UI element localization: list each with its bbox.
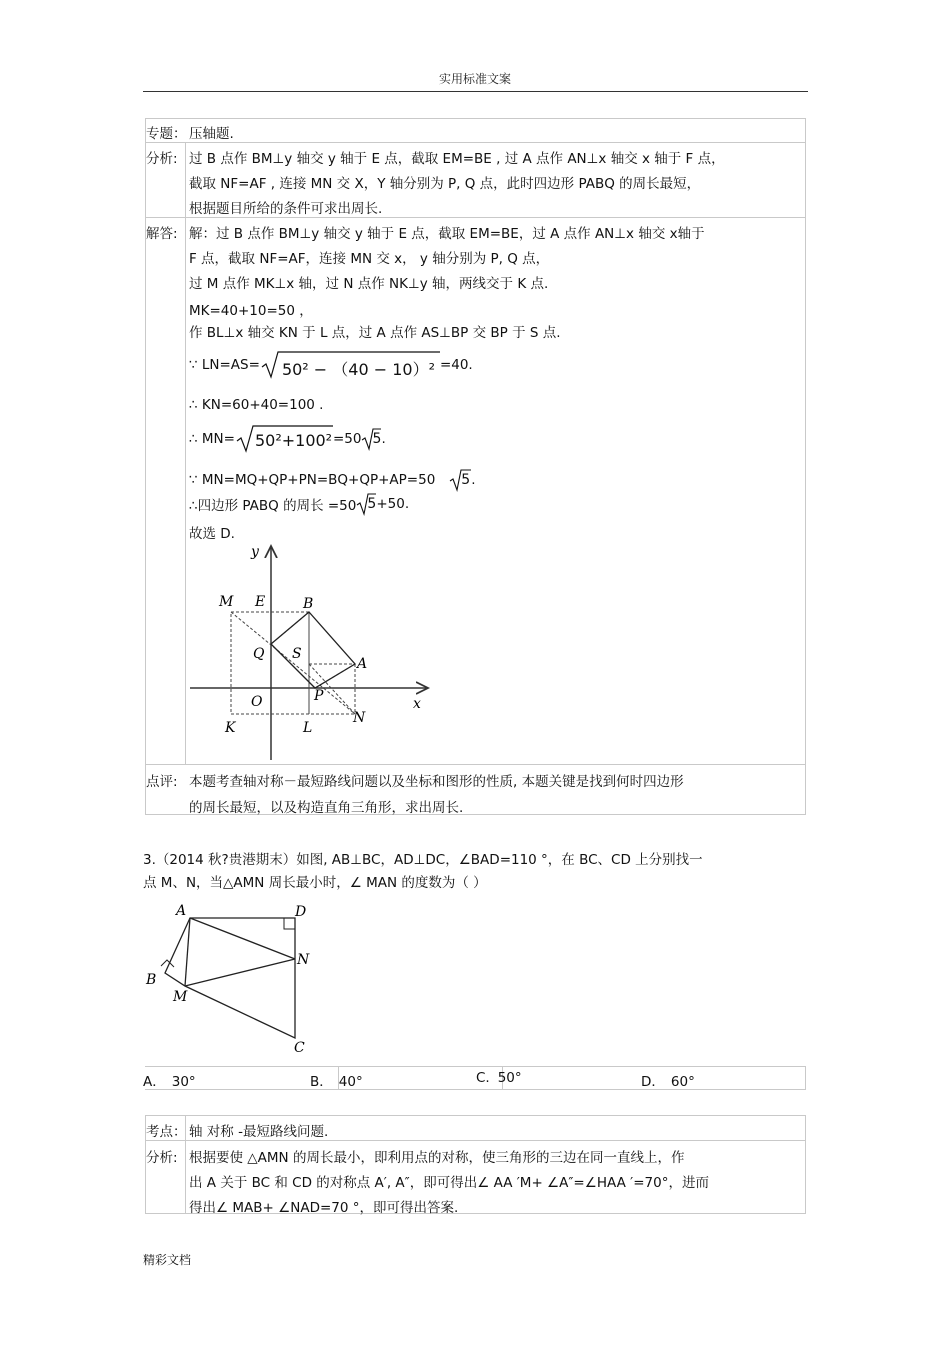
equation-text: +50.	[376, 496, 410, 512]
equation-ln-as	[189, 350, 473, 380]
topic-text: 压轴题.	[189, 126, 234, 142]
label-e: E	[255, 594, 266, 610]
coordinate-figure	[185, 538, 445, 763]
analysis-line: 过 B 点作 BM⊥y 轴交 y 轴于 E 点，截取 EM=BE , 过 A 点作 AN⊥x 轴交 x 轴于 F 点，	[189, 151, 725, 167]
option-d[interactable]	[641, 1070, 695, 1090]
option-key: A．	[143, 1074, 166, 1090]
comment-line: 本题考查轴对称－最短路线问题以及坐标和图形的性质, 本题关键是找到何时四边形	[189, 774, 684, 790]
analysis-3-line: 出 A 关于 BC 和 CD 的对称点 A′, A″，即可得出∠ AA ′M+ ∠A″=∠HAA ′=70°，进而	[189, 1175, 709, 1191]
label-c: C	[294, 1040, 305, 1056]
option-key: B．	[310, 1074, 333, 1090]
radicand: 50² − （40 − 10）²	[281, 360, 436, 379]
analysis-line: 截取 NF=AF , 连接 MN 交 X，Y 轴分别为 P, Q 点，此时四边形 PABQ 的周长最短，	[189, 176, 701, 192]
analysis-3-line: 得出∠ MAB+ ∠NAD=70 °，即可得出答案.	[189, 1200, 459, 1216]
label-k: K	[225, 720, 236, 736]
analysis-line: 根据题目所给的条件可求出周长.	[189, 201, 383, 217]
radicand: 50²+100²	[254, 431, 333, 450]
radicand: 5	[461, 472, 471, 488]
comment-label: 点评:	[146, 774, 178, 790]
comment-line: 的周长最短，以及构造直角三角形，求出周长.	[189, 800, 464, 816]
label-o: O	[251, 694, 263, 710]
equation-text: ∴ MN=	[189, 431, 235, 447]
answer-line: 解：过 B 点作 BM⊥y 轴交 y 轴于 E 点，截取 EM=BE，过 A 点作 AN⊥x 轴交 x轴于	[189, 226, 705, 242]
label-n: N	[297, 952, 310, 968]
answer-line: MK=40+10=50 ，	[189, 303, 313, 319]
sqrt-symbol	[260, 350, 440, 380]
equation-text: =50	[332, 431, 362, 447]
equation-mn	[189, 424, 386, 454]
label-n: N	[353, 710, 366, 726]
option-value: 50°	[497, 1070, 522, 1086]
options-border	[145, 1089, 806, 1090]
rectangle-mkl	[231, 612, 309, 714]
label-b: B	[146, 972, 157, 988]
equation-text: ∵ MN=MQ+QP+PN=BQ+QP+AP=50	[189, 472, 436, 488]
label-q: Q	[253, 646, 265, 662]
row-divider	[145, 142, 806, 143]
equation-perimeter-sum	[189, 468, 476, 492]
side-an	[190, 918, 295, 959]
header-divider	[143, 91, 808, 92]
options-border	[145, 1066, 806, 1067]
quadrilateral-figure	[140, 898, 320, 1058]
label-y: y	[251, 544, 259, 560]
equation-perimeter-result	[189, 492, 409, 516]
row-divider	[145, 217, 806, 218]
page-footer: 精彩文档	[143, 1253, 192, 1267]
label-a: A	[176, 903, 187, 919]
sqrt-symbol	[361, 427, 381, 451]
label-m: M	[173, 989, 188, 1005]
row-divider	[145, 1140, 806, 1141]
label-l: L	[303, 720, 313, 736]
label-d: D	[295, 904, 307, 920]
right-angle-d	[284, 918, 295, 929]
topic-label: 专题：	[146, 126, 187, 142]
option-c[interactable]	[476, 1070, 522, 1086]
side-mn	[185, 959, 295, 986]
option-key: D．	[641, 1074, 665, 1090]
answer-label: 解答:	[146, 226, 178, 242]
question-3-line: 点 M、N，当△AMN 周长最小时，∠ MAN 的度数为（ ）	[143, 875, 487, 891]
label-s: S	[292, 646, 302, 662]
answer-line: F 点，截取 NF=AF，连接 MN 交 x， y 轴分别为 P, Q 点，	[189, 251, 550, 267]
answer-choice: 故选 D.	[189, 526, 235, 542]
equation-text: .	[381, 431, 386, 447]
analysis-3-line: 根据要使 △AMN 的周长最小，即利用点的对称，使三角形的三边在同一直线上，作	[189, 1150, 685, 1166]
analysis-3-label: 分析:	[146, 1150, 178, 1166]
option-value: 40°	[338, 1074, 363, 1090]
option-value: 60°	[670, 1074, 695, 1090]
label-x: x	[413, 696, 421, 712]
answer-line: 过 M 点作 MK⊥x 轴，过 N 点作 NK⊥y 轴，两线交于 K 点.	[189, 276, 549, 292]
radicand: 5	[367, 496, 377, 512]
equation-text: .	[471, 472, 476, 488]
quadrilateral-abcd	[165, 918, 295, 1038]
sqrt-symbol	[235, 424, 333, 454]
column-divider	[185, 142, 186, 217]
question-3-line: 3.（2014 秋?贵港期末）如图, AB⊥BC，AD⊥DC，∠BAD=110 °，在 BC、CD 上分别找一	[143, 852, 703, 868]
label-a: A	[357, 656, 368, 672]
radicand: 5	[372, 431, 382, 447]
equation-kn: ∴ KN=60+40=100 .	[189, 397, 324, 413]
sqrt-symbol	[356, 492, 376, 516]
option-b[interactable]	[310, 1070, 363, 1090]
equation-text: ∴四边形 PABQ 的周长 =50	[189, 498, 357, 514]
label-b: B	[303, 596, 314, 612]
option-key: C.	[476, 1070, 490, 1086]
equation-text: ∵ LN=AS=	[189, 357, 260, 373]
quadrilateral-pabq	[271, 612, 355, 688]
page-header: 实用标准文案	[438, 72, 511, 86]
option-a[interactable]	[143, 1070, 196, 1090]
equation-text: =40.	[439, 357, 473, 373]
answer-line: 作 BL⊥x 轴交 KN 于 L 点，过 A 点作 AS⊥BP 交 BP 于 S 点.	[189, 325, 561, 341]
sqrt-symbol	[449, 468, 471, 492]
label-p: P	[314, 688, 324, 704]
line-mn	[231, 612, 355, 714]
analysis-label: 分析:	[146, 151, 178, 167]
kaodian-label: 考点：	[146, 1124, 187, 1140]
row-divider	[145, 764, 806, 765]
label-m: M	[219, 594, 234, 610]
options-divider	[805, 1066, 806, 1089]
kaodian-text: 轴 对称 -最短路线问题.	[189, 1124, 329, 1140]
option-value: 30°	[171, 1074, 196, 1090]
